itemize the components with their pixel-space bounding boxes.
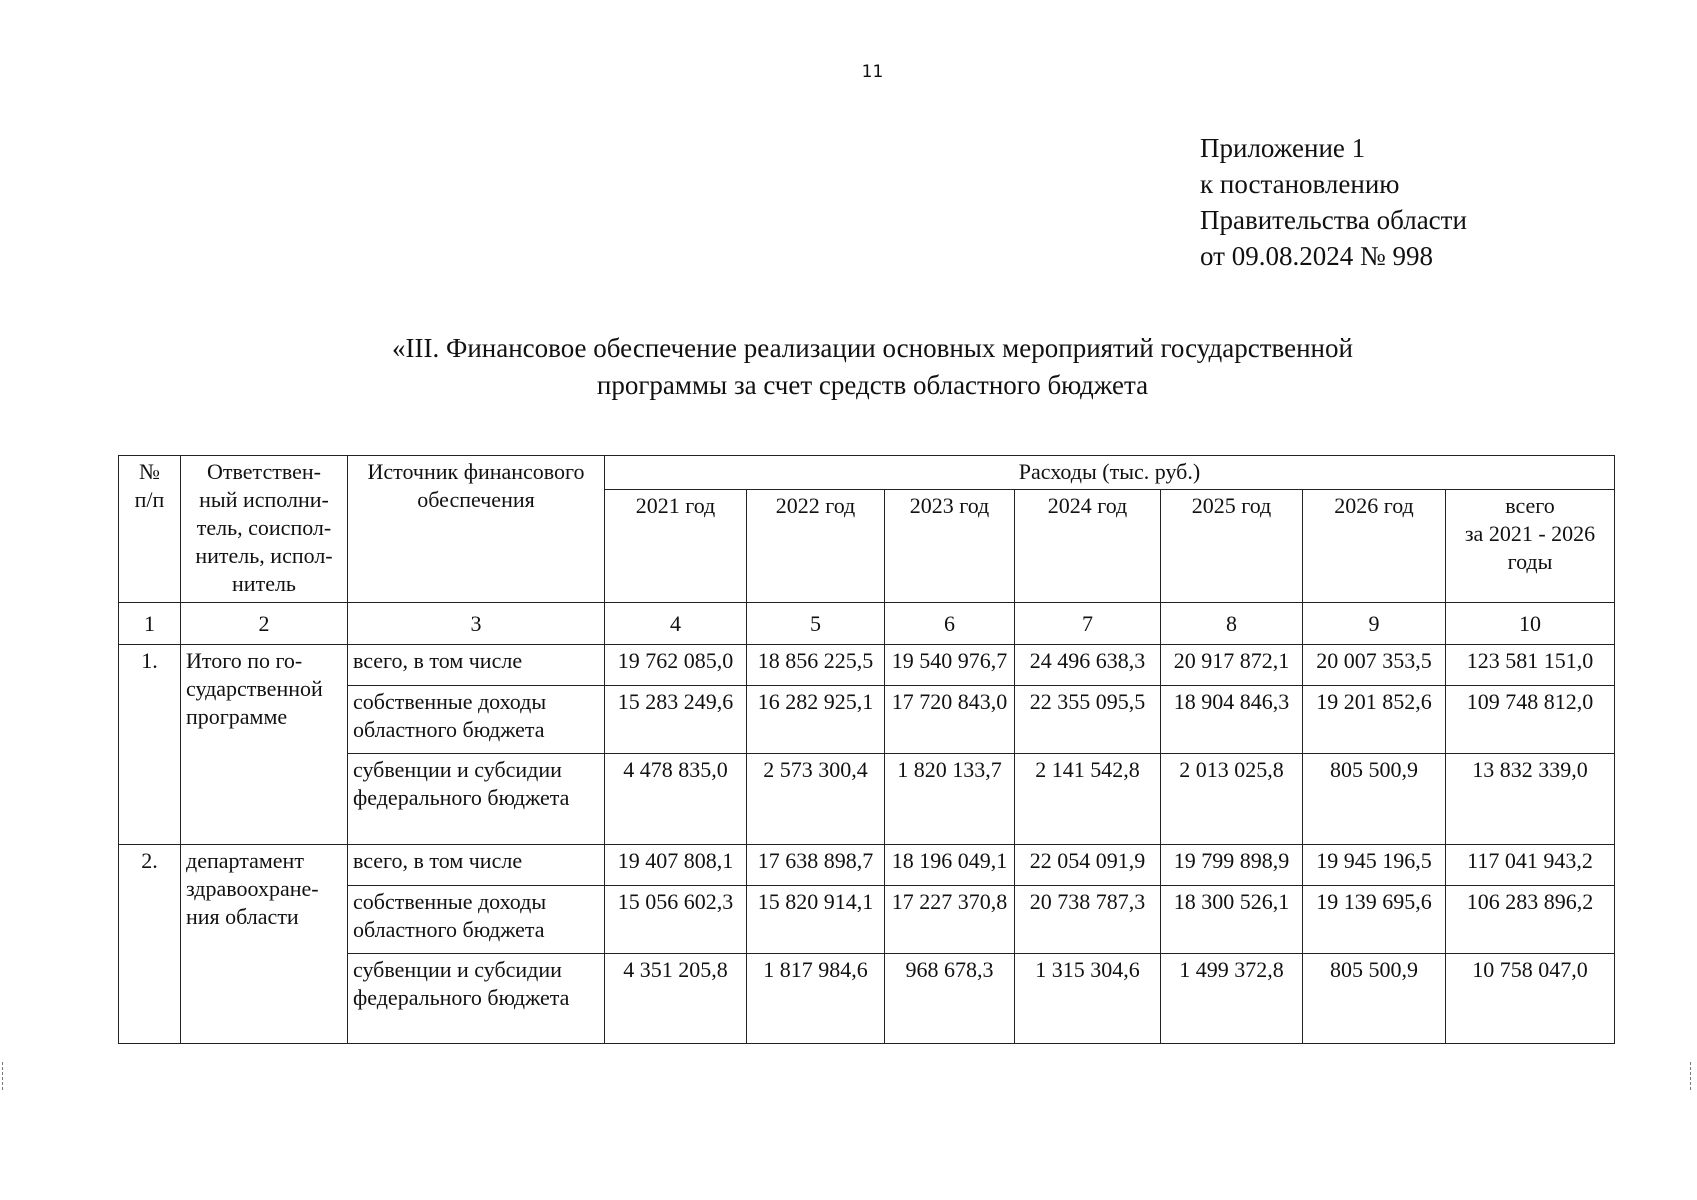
title-line: программы за счет средств областного бюджета [596,370,1149,400]
value-cell: 20 007 353,5 [1303,645,1446,686]
header-row [119,456,1615,490]
header-text: № [139,459,160,484]
row-source [348,845,605,886]
source-text: всего, в том числе [353,848,523,873]
header-text: нитель, испол- [195,543,333,568]
value-cell: 20 738 787,3 [1015,886,1161,954]
page-number: 11 [861,62,884,82]
executor-text: сударственной [186,676,323,701]
value-cell: 1 499 372,8 [1161,954,1303,1044]
value-cell: 4 351 205,8 [605,954,747,1044]
header-text: Источник финансового [367,459,585,484]
value-cell: 22 355 095,5 [1015,686,1161,754]
value-cell: 18 300 526,1 [1161,886,1303,954]
appendix-line: от 09.08.2024 № 998 [1200,241,1433,271]
value-cell: 805 500,9 [1303,754,1446,845]
value-cell: 109 748 812,0 [1446,686,1615,754]
value-cell: 19 945 196,5 [1303,845,1446,886]
header-year: 2023 год [885,490,1015,603]
header-text: всего [1505,493,1555,518]
column-number: 7 [1015,603,1161,645]
table-row [119,845,1615,886]
source-text: областного бюджета [353,717,545,742]
source-text: собственные доходы [353,889,547,914]
header-year: 2021 год [605,490,747,603]
row-number: 1. [119,645,181,845]
value-cell: 18 856 225,5 [747,645,885,686]
value-cell: 2 141 542,8 [1015,754,1161,845]
value-cell: 19 799 898,9 [1161,845,1303,886]
title-line: «III. Финансовое обеспечение реализации основных мероприятий государственной [392,333,1353,363]
value-cell: 4 478 835,0 [605,754,747,845]
column-number: 2 [181,603,348,645]
column-number: 3 [348,603,605,645]
row-source [348,886,605,954]
value-cell: 13 832 339,0 [1446,754,1615,845]
row-number: 2. [119,845,181,1044]
row-executor [181,645,348,845]
executor-text: здравоохране- [186,876,319,901]
source-text: всего, в том числе [353,648,523,673]
financing-table [118,455,1615,1044]
header-year: 2024 год [1015,490,1161,603]
value-cell: 1 315 304,6 [1015,954,1161,1044]
column-number: 1 [119,603,181,645]
value-cell: 24 496 638,3 [1015,645,1161,686]
appendix-line: к постановлению [1200,169,1400,199]
header-year: 2026 год [1303,490,1446,603]
value-cell: 19 407 808,1 [605,845,747,886]
header-expenses: Расходы (тыс. руб.) [605,456,1615,490]
value-cell: 18 196 049,1 [885,845,1015,886]
value-cell: 17 638 898,7 [747,845,885,886]
value-cell: 17 720 843,0 [885,686,1015,754]
column-number: 4 [605,603,747,645]
row-source [348,754,605,845]
header-text: годы [1507,549,1553,574]
value-cell: 19 762 085,0 [605,645,747,686]
column-number-row [119,603,1615,645]
table-row [119,645,1615,686]
value-cell: 1 820 133,7 [885,754,1015,845]
header-text: ный исполни- [199,487,329,512]
value-cell: 19 201 852,6 [1303,686,1446,754]
row-source [348,645,605,686]
column-number: 5 [747,603,885,645]
value-cell: 16 282 925,1 [747,686,885,754]
executor-text: Итого по го- [186,648,303,673]
executor-text: программе [186,704,288,729]
column-number: 8 [1161,603,1303,645]
source-text: субвенции и субсидии [353,757,562,782]
value-cell: 15 283 249,6 [605,686,747,754]
value-cell: 805 500,9 [1303,954,1446,1044]
header-year: 2022 год [747,490,885,603]
source-text: собственные доходы [353,689,547,714]
header-num [119,456,181,603]
value-cell: 22 054 091,9 [1015,845,1161,886]
source-text: федерального бюджета [353,985,570,1010]
value-cell: 20 917 872,1 [1161,645,1303,686]
value-cell: 15 056 602,3 [605,886,747,954]
header-text: нитель [232,571,296,596]
column-number: 6 [885,603,1015,645]
header-year: 2025 год [1161,490,1303,603]
executor-text: ния области [186,904,299,929]
appendix-line: Правительства области [1200,205,1467,235]
header-text: за 2021 - 2026 [1464,521,1596,546]
appendix-line: Приложение 1 [1200,133,1366,163]
value-cell: 18 904 846,3 [1161,686,1303,754]
value-cell: 19 540 976,7 [885,645,1015,686]
value-cell: 19 139 695,6 [1303,886,1446,954]
header-source [348,456,605,603]
source-text: федерального бюджета [353,785,570,810]
value-cell: 10 758 047,0 [1446,954,1615,1044]
source-text: субвенции и субсидии [353,957,562,982]
value-cell: 123 581 151,0 [1446,645,1615,686]
header-text: обеспечения [417,487,535,512]
header-executor [181,456,348,603]
column-number: 10 [1446,603,1615,645]
value-cell: 2 573 300,4 [747,754,885,845]
row-source [348,954,605,1044]
header-total [1446,490,1615,603]
header-text: Ответствен- [207,459,321,484]
document-title [0,330,1697,404]
header-text: п/п [134,487,165,512]
value-cell: 1 817 984,6 [747,954,885,1044]
value-cell: 968 678,3 [885,954,1015,1044]
header-text: тель, соиспол- [196,515,332,540]
value-cell: 2 013 025,8 [1161,754,1303,845]
column-number: 9 [1303,603,1446,645]
row-executor [181,845,348,1044]
scan-edge-mark [1690,1062,1697,1090]
value-cell: 106 283 896,2 [1446,886,1615,954]
row-source [348,686,605,754]
scan-edge-mark [2,1062,9,1090]
value-cell: 17 227 370,8 [885,886,1015,954]
value-cell: 15 820 914,1 [747,886,885,954]
executor-text: департамент [186,848,304,873]
appendix-block [1200,130,1467,274]
value-cell: 117 041 943,2 [1446,845,1615,886]
source-text: областного бюджета [353,917,545,942]
